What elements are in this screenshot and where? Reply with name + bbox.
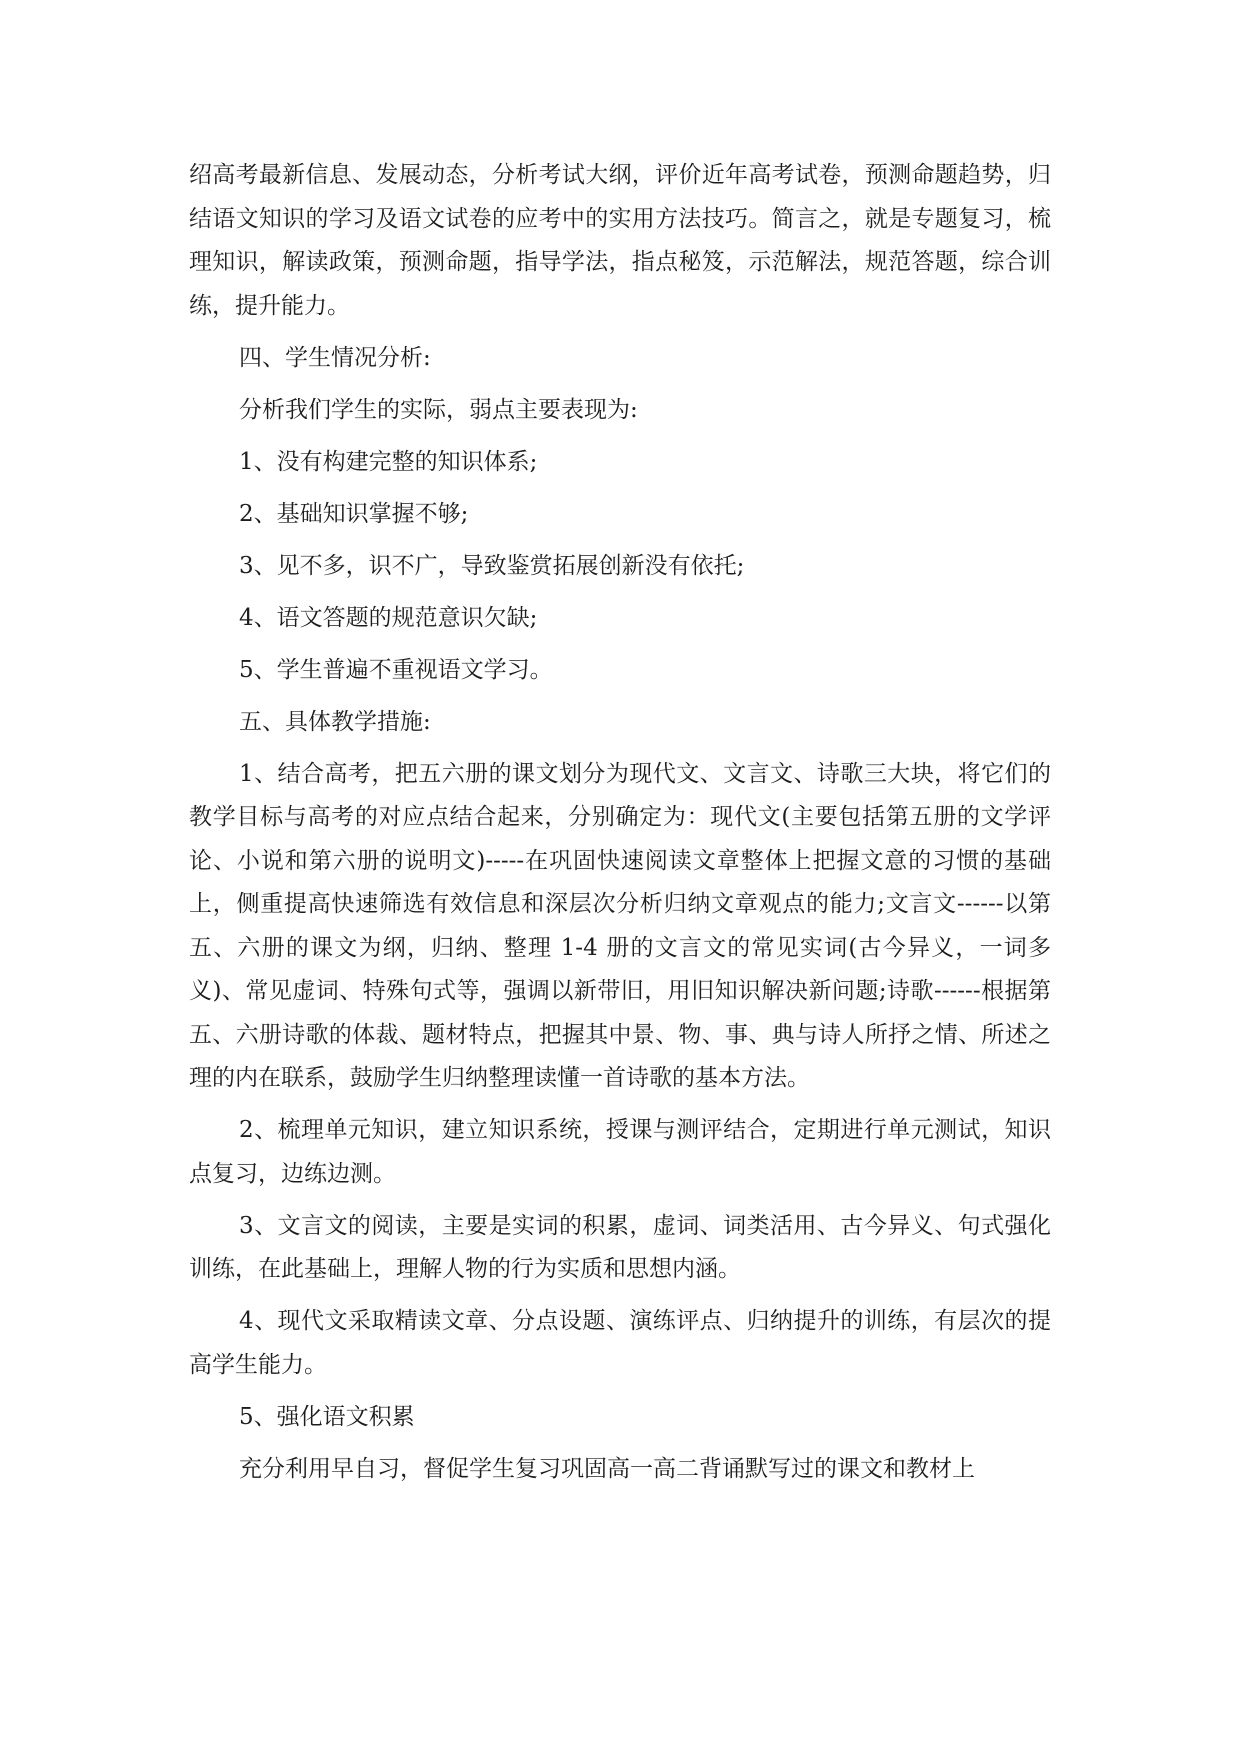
measure-item: 4、现代文采取精读文章、分点设题、演练评点、归纳提升的训练，有层次的提高学生能力。 [189,1308,1051,1378]
measure-item: 3、文言文的阅读，主要是实词的积累，虚词、词类活用、古今异义、句式强化训练，在此基础上，理解人物的行为实质和思想内涵。 [189,1212,1051,1282]
list-item: 3、见不多，识不广，导致鉴赏拓展创新没有依托; [239,552,745,579]
measure-item: 5、强化语文积累 [239,1403,415,1430]
list-item: 5、学生普遍不重视语文学习。 [239,656,553,683]
list-item: 2、基础知识掌握不够; [239,500,469,527]
measure-item: 2、梳理单元知识，建立知识系统，授课与测评结合，定期进行单元测试，知识点复习，边练边测。 [189,1117,1051,1187]
paragraph-weakness-intro: 分析我们学生的实际，弱点主要表现为: [239,396,638,423]
section-heading-student-analysis: 四、学生情况分析: [239,344,431,371]
measure-item: 1、结合高考，把五六册的课文划分为现代文、文言文、诗歌三大块，将它们的教学目标与高考的对应点结合起来，分别确定为：现代文(主要包括第五册的文学评论、小说和第六册的说明文)-----在巩固快速阅读文章整体上把握文意的习惯的基础上，侧重提高快速筛选有效信息和深层次分析归纳文章观点的能力;文言文------以第五、六册的课文为纲，归纳、整理 1-4 册的文言文的常见实词(古今异义，一词多义)、常见虚词、特殊句式等，强调以新带旧，用旧知识解决新问题;诗歌------根据第五、六册诗歌的体裁、题材特点，把握其中景、物、事、典与诗人所抒之情、所述之理的内在联系，鼓励学生归纳整理读懂一首诗歌的基本方法。 [189,760,1051,1091]
list-item: 4、语文答题的规范意识欠缺; [239,604,538,631]
document-body [189,154,1051,1500]
section-heading-teaching-measures: 五、具体教学措施: [239,708,431,735]
list-item: 1、没有构建完整的知识体系; [239,448,538,475]
paragraph-final: 充分利用早自习，督促学生复习巩固高一高二背诵默写过的课文和教材上 [239,1455,975,1482]
paragraph-intro-continuation: 绍高考最新信息、发展动态，分析考试大纲，评价近年高考试卷，预测命题趋势，归结语文知识的学习及语文试卷的应考中的实用方法技巧。简言之，就是专题复习，梳理知识，解读政策，预测命题，指导学法，指点秘笈，示范解法，规范答题，综合训练，提升能力。 [189,162,1051,319]
